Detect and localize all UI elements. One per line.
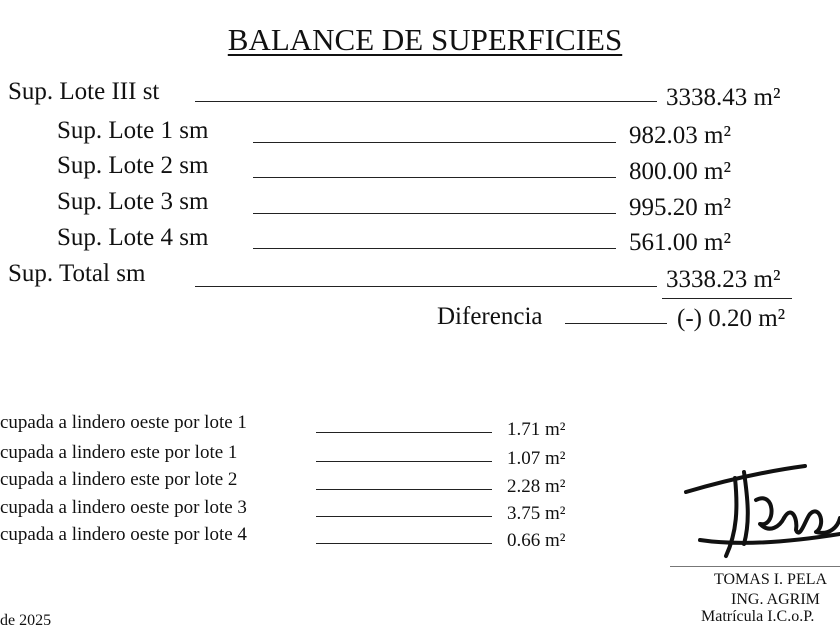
leader-line bbox=[565, 323, 667, 324]
leader-line bbox=[316, 516, 492, 517]
leader-line bbox=[316, 543, 492, 544]
occupied-label: cupada a lindero este por lote 2 bbox=[0, 469, 238, 490]
balance-label-lote-4: Sup. Lote 4 sm bbox=[57, 224, 209, 251]
balance-value-lote-1: 982.03 m² bbox=[629, 122, 731, 149]
difference-value: (-) 0.20 m² bbox=[677, 305, 786, 332]
signatory-registration: Matrícula I.C.o.P. bbox=[701, 608, 815, 625]
balance-label-lote-iii: Sup. Lote III st bbox=[8, 78, 160, 105]
occupied-value: 0.66 m² bbox=[507, 530, 566, 551]
page-title: BALANCE DE SUPERFICIES bbox=[227, 22, 623, 57]
balance-value-lote-iii: 3338.43 m² bbox=[666, 84, 781, 111]
signature-line bbox=[670, 566, 840, 567]
signatory-title: ING. AGRIM bbox=[731, 591, 820, 608]
occupied-value: 1.71 m² bbox=[507, 419, 566, 440]
balance-label-lote-3: Sup. Lote 3 sm bbox=[57, 188, 209, 215]
balance-label-lote-1: Sup. Lote 1 sm bbox=[57, 117, 209, 144]
occupied-value: 3.75 m² bbox=[507, 503, 566, 524]
leader-line bbox=[316, 461, 492, 462]
balance-label-lote-2: Sup. Lote 2 sm bbox=[57, 152, 209, 179]
difference-label: Diferencia bbox=[437, 303, 543, 330]
balance-value-lote-2: 800.00 m² bbox=[629, 158, 731, 185]
balance-label-total: Sup. Total sm bbox=[8, 260, 146, 287]
balance-value-lote-4: 561.00 m² bbox=[629, 229, 731, 256]
balance-value-total: 3338.23 m² bbox=[666, 266, 781, 293]
occupied-label: cupada a lindero oeste por lote 4 bbox=[0, 524, 247, 545]
leader-line bbox=[195, 286, 657, 287]
signatory-name: TOMAS I. PELA bbox=[714, 571, 828, 588]
occupied-value: 1.07 m² bbox=[507, 448, 566, 469]
occupied-label: cupada a lindero oeste por lote 1 bbox=[0, 412, 247, 433]
balance-value-lote-3: 995.20 m² bbox=[629, 194, 731, 221]
leader-line bbox=[316, 489, 492, 490]
leader-line bbox=[195, 101, 657, 102]
handwritten-signature bbox=[680, 460, 840, 570]
leader-line bbox=[253, 177, 616, 178]
occupied-value: 2.28 m² bbox=[507, 476, 566, 497]
leader-line bbox=[253, 142, 616, 143]
leader-line bbox=[253, 213, 616, 214]
occupied-label: cupada a lindero oeste por lote 3 bbox=[0, 497, 247, 518]
date-fragment: de 2025 bbox=[0, 612, 52, 629]
total-underline bbox=[662, 298, 792, 299]
occupied-label: cupada a lindero este por lote 1 bbox=[0, 442, 238, 463]
leader-line bbox=[316, 432, 492, 433]
leader-line bbox=[253, 248, 616, 249]
